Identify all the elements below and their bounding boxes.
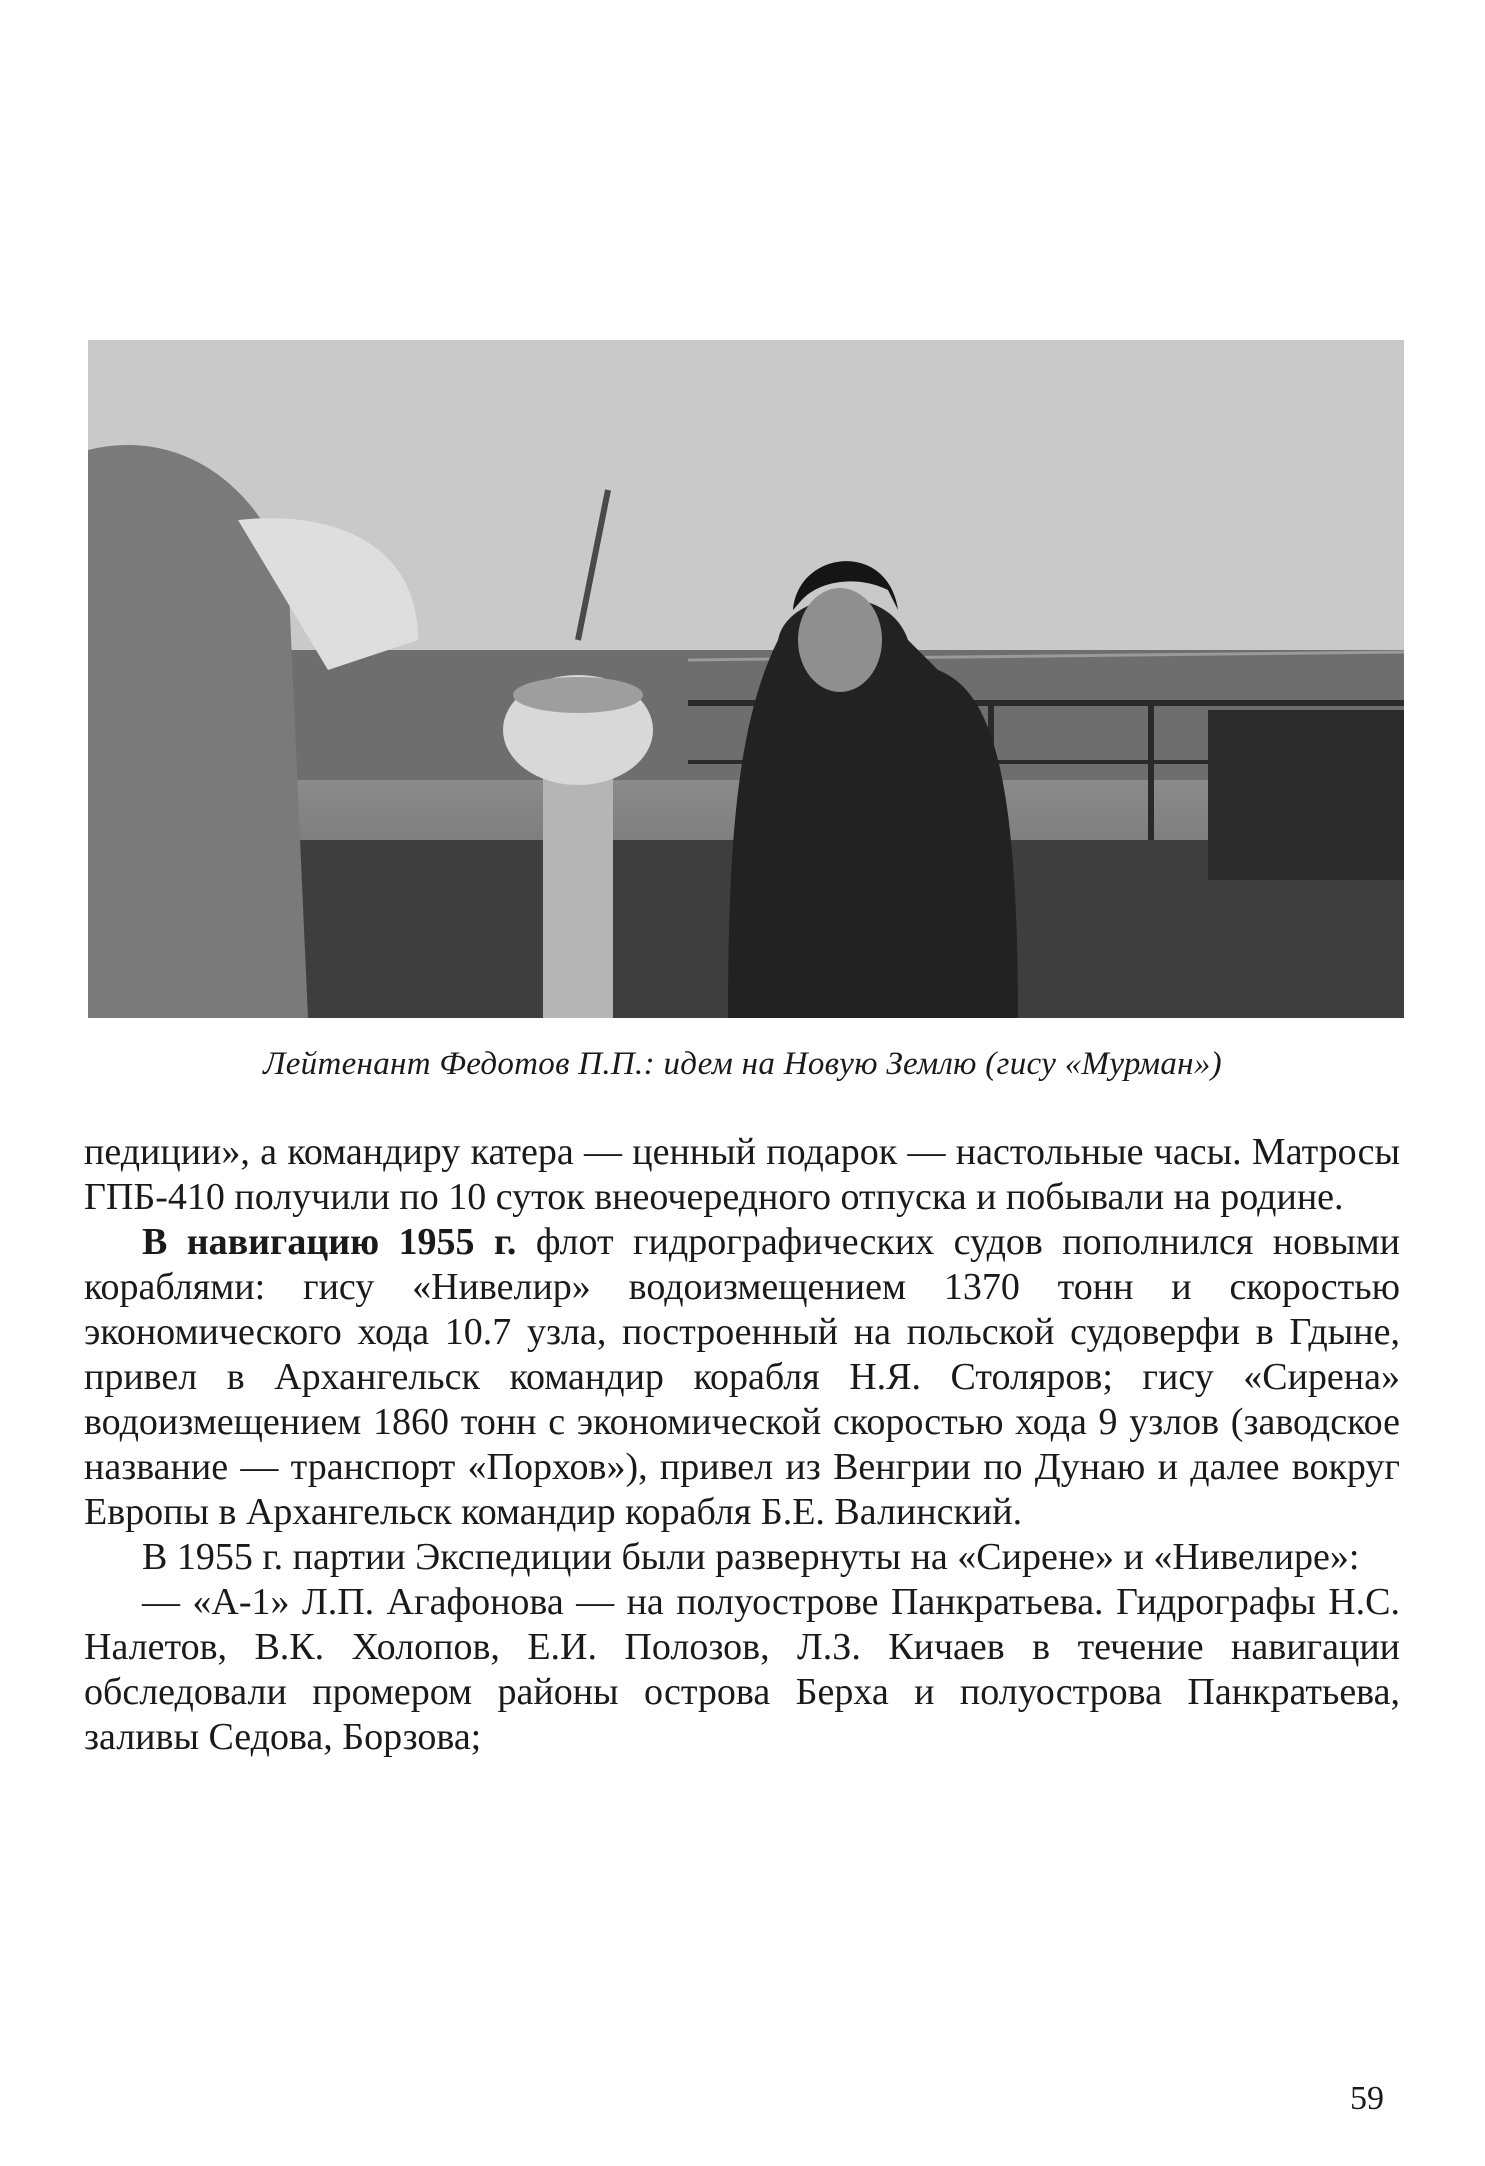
- page-number: 59: [1350, 2080, 1384, 2117]
- photo-scene: [88, 340, 1404, 1018]
- paragraph: В 1955 г. партии Экспедиции были развернуты на «Сирене» и «Нивелире»:: [142, 1536, 1360, 1578]
- photo-illustration: [88, 340, 1404, 1018]
- body-text: [84, 1130, 1400, 1760]
- paragraph: [84, 1220, 1400, 1535]
- photo-caption: Лейтенант Федотов П.П.: идем на Новую Землю (гису «Мурман»): [263, 1046, 1222, 1082]
- paragraph: — «А-1» Л.П. Агафонова — на полуострове Панкратьева. Гидрографы Н.С. Налетов, В.К. Холопов, Е.И. Полозов, Л.З. Кичаев в течение навигации обследовали промером районы острова Берха и полуострова Панкратьева, заливы Седова, Борзова;: [84, 1581, 1400, 1758]
- paragraph-body: флот гидрографических судов пополнился новыми кораблями: гису «Нивелир» водоизмещением 1370 тонн и скоростью экономического хода 10.7 узла, построенный на польской судоверфи в Гдыне, привел в Архангельск командир корабля Н.Я. Столяров; гису «Сирена» водоизмещением 1860 тонн с экономической скоростью хода 9 узлов (заводское название — транспорт «Порхов»), привел из Венгрии по Дунаю и далее вокруг Европы в Архангельск командир корабля Б.Е. Валинский.: [84, 1221, 1400, 1533]
- paragraph: педиции», а командиру катера — ценный подарок — настольные часы. Матросы ГПБ-410 получили по 10 суток внеочередного отпуска и побывали на родине.: [84, 1131, 1400, 1218]
- paragraph-lead: В навигацию 1955 г.: [142, 1221, 517, 1263]
